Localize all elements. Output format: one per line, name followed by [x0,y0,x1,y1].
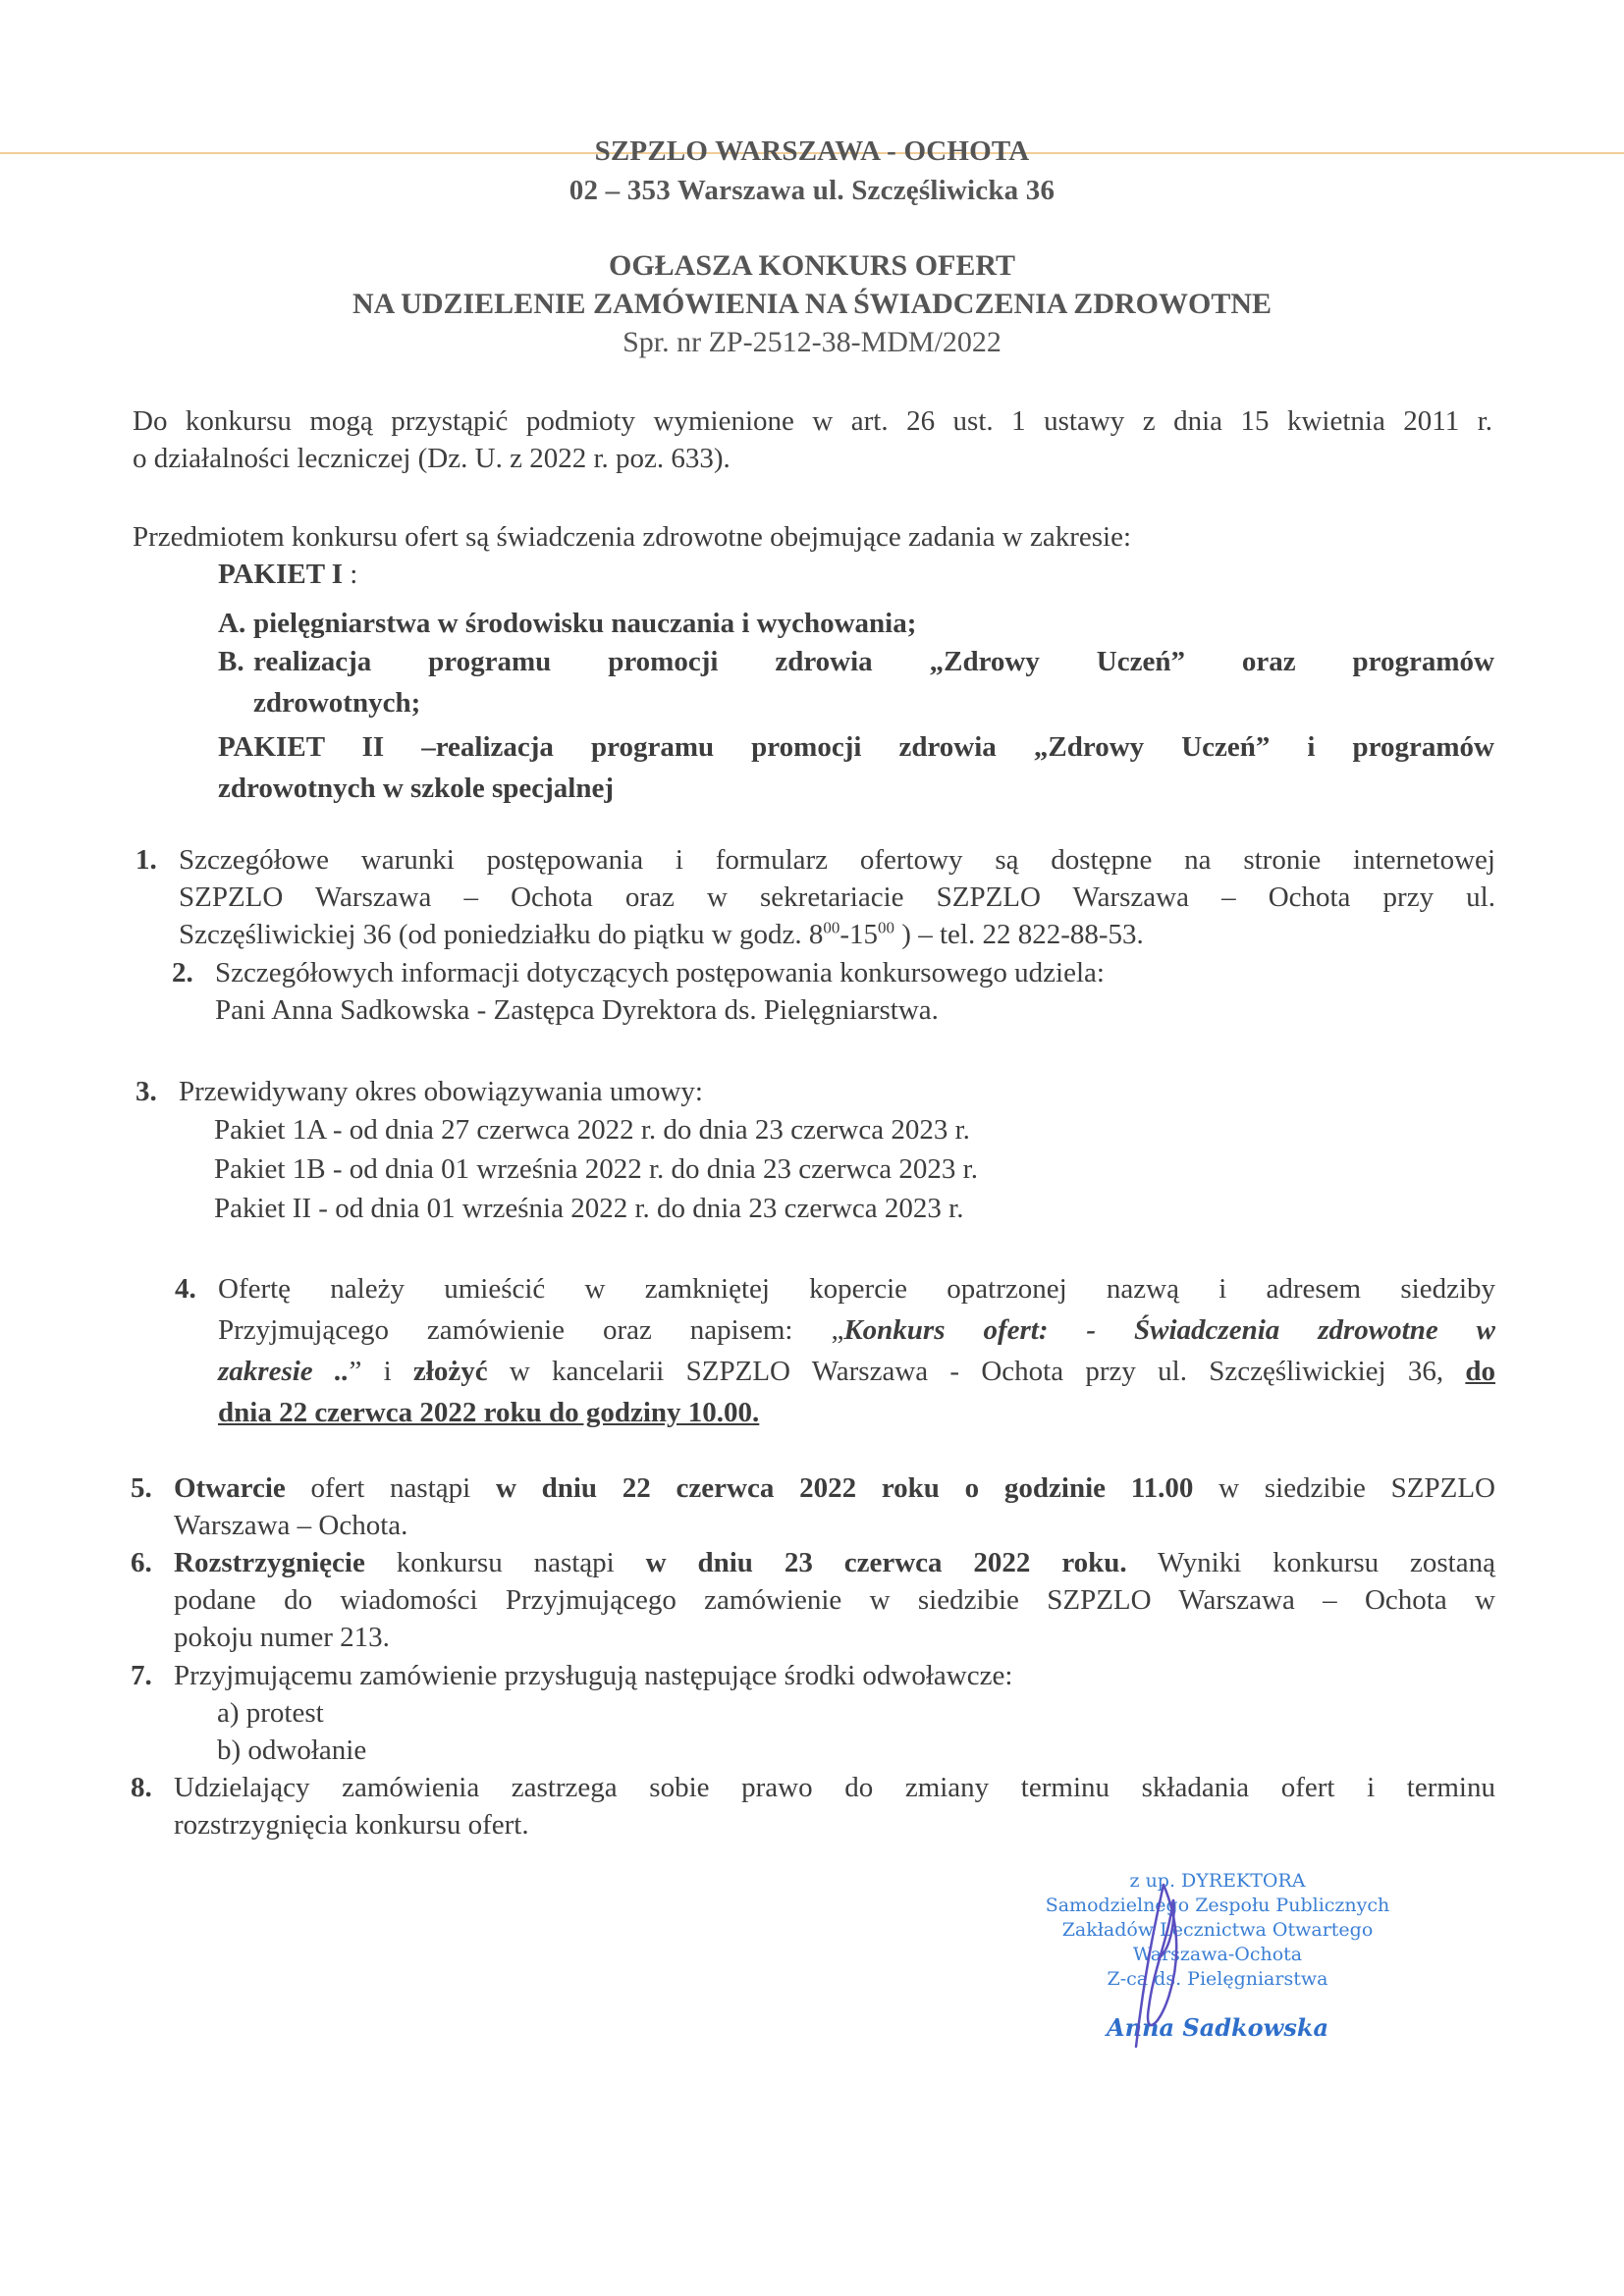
resolution-date: w dniu 23 czerwca 2022 roku. [645,1547,1127,1578]
item-8-line-1: Udzielający zamówienia zastrzega sobie prawo do zmiany terminu składania ofert i terminu [174,1772,1495,1803]
pakiet-1-item-b [218,643,1494,721]
item-1 [135,841,1495,953]
quote-close: ” i [349,1356,413,1387]
item-4-line-3 [175,1351,1495,1392]
item-4-line-2 [175,1309,1495,1351]
opening-label: Otwarcie [174,1472,286,1504]
item-b-line-2: zdrowotnych; [253,687,421,719]
superscript-00: 00 [878,918,895,937]
superscript-00: 00 [823,918,840,937]
submit-word: złożyć [412,1356,488,1387]
pakiet-1-item-a [218,605,1494,642]
item-4-number: 4. [175,1273,196,1305]
remedy-protest: a) protest [217,1697,324,1729]
remedy-appeal: b) odwołanie [217,1735,367,1766]
stamp-line-2: Samodzielnego Zespołu Publicznych [1045,1895,1390,1916]
pakiet-2-line-1: PAKIET II –realizacja programu promocji zdrowia „Zdrowy Uczeń” i programów [218,731,1494,763]
organization-address: 02 – 353 Warszawa ul. Szczęśliwicka 36 [568,175,1056,206]
item-2-number: 2. [172,957,193,988]
item-6-text: konkursu nastąpi [364,1547,646,1578]
item-1-hours-end: -15 [839,919,879,950]
deadline-start: do [1465,1356,1495,1387]
item-6-results: Wyniki konkursu zostaną [1126,1547,1495,1578]
item-7-number: 7. [131,1660,152,1691]
item-2 [172,954,1448,1029]
pakiet-2-line-2: zdrowotnych w szkole specjalnej [218,773,615,804]
stamp-signature-name: Anna Sadkowska [1106,2013,1329,2042]
pakiet-1-heading [218,556,357,593]
item-1-line-3 [135,916,1495,953]
item-4-line-1: Ofertę należy umieścić w zamkniętej kopercie opatrzonej nazwą i adresem siedziby [218,1273,1495,1305]
announcement-subtitle: NA UDZIELENIE ZAMÓWIENIA NA ŚWIADCZENIA ZDROWOTNE [352,288,1272,320]
item-1-line-2: SZPZLO Warszawa – Ochota oraz w sekretariacie SZPZLO Warszawa – Ochota przy ul. [179,881,1495,913]
item-2-line-2: Pani Anna Sadkowska - Zastępca Dyrektora ds. Pielęgniarstwa. [215,994,939,1026]
resolution-label: Rozstrzygnięcie [174,1547,365,1578]
item-5-number: 5. [131,1472,152,1504]
item-1-phone: ) – tel. 22 822-88-53. [894,919,1144,950]
item-3-number: 3. [135,1076,157,1107]
item-5-location: w siedzibie SZPZLO [1193,1472,1496,1504]
item-6-line-3: pokoju numer 213. [174,1622,390,1653]
envelope-label-end: zakresie .. [218,1356,350,1387]
intro-line-2: o działalności leczniczej (Dz. U. z 2022 r. poz. 633). [133,443,731,474]
subject-lead: Przedmiotem konkursu ofert są świadczenia zdrowotne obejmujące zadania w zakresie: [133,521,1132,553]
item-6-line-2: podane do wiadomości Przyjmującego zamówienie w siedzibie SZPZLO Warszawa – Ochota w [174,1584,1495,1616]
pakiet-2 [218,728,1494,807]
item-1-hours-start: Szczęśliwickiej 36 (od poniedziałku do piątku w godz. 8 [179,919,824,950]
item-8-line-2: rozstrzygnięcia konkursu ofert. [174,1809,529,1841]
period-pakiet-2: Pakiet II - od dnia 01 września 2022 r. do dnia 23 czerwca 2023 r. [214,1193,964,1224]
official-stamp [1041,1869,1394,2040]
submission-deadline: dnia 22 czerwca 2022 roku do godziny 10.00. [218,1397,760,1428]
item-b-line-1: realizacja programu promocji zdrowia „Zdrowy Uczeń” oraz programów [253,646,1494,677]
period-pakiet-1b: Pakiet 1B - od dnia 01 września 2022 r. do dnia 23 czerwca 2023 r. [214,1153,978,1185]
stamp-line-3: Zakładów Lecznictwa Otwartego [1061,1919,1374,1941]
item-6-number: 6. [131,1547,152,1578]
case-number: Spr. nr ZP-2512-38-MDM/2022 [623,326,1001,358]
item-1-number: 1. [135,844,157,876]
item-5-line-2: Warszawa – Ochota. [174,1510,408,1541]
stamp-line-4: Warszawa-Ochota [1132,1944,1303,1965]
intro-line-1: Do konkursu mogą przystąpić podmioty wymienione w art. 26 ust. 1 ustawy z dnia 15 kwietnia 2011 r. [133,405,1492,437]
item-1-line-1: Szczegółowe warunki postępowania i formularz ofertowy są dostępne na stronie internetowej [179,844,1495,876]
item-2-line-1: Szczegółowych informacji dotyczących postępowania konkursowego udziela: [215,957,1105,988]
stamp-line-1: z up. DYREKTORA [1129,1870,1306,1892]
item-5-line-1 [174,1469,1495,1507]
announcement-title: OGŁASZA KONKURS OFERT [608,249,1016,282]
item-4-address: w kancelarii SZPZLO Warszawa - Ochota przy ul. Szczęśliwickiej 36, [487,1356,1466,1387]
item-5-text: ofert nastąpi [285,1472,496,1504]
handwritten-signature-icon [1124,1880,1193,2052]
item-6 [131,1544,1495,1656]
item-a-text: pielęgniarstwa w środowisku nauczania i wychowania; [253,608,917,639]
item-8-number: 8. [131,1772,152,1803]
organization-name: SZPZLO WARSZAWA - OCHOTA [594,135,1030,167]
opening-date: w dniu 22 czerwca 2022 roku o godzinie 11.00 [495,1472,1194,1504]
item-3 [135,1073,1412,1228]
item-5 [131,1469,1495,1544]
item-7 [131,1657,1495,1769]
pakiet-1-colon: : [343,559,358,590]
envelope-label: Konkurs ofert: - Świadczenia zdrowotne w [843,1314,1495,1346]
pakiet-1-label: PAKIET I [218,559,344,590]
item-7-lead: Przyjmującemu zamówienie przysługują następujące środki odwoławcze: [174,1660,1013,1691]
period-pakiet-1a: Pakiet 1A - od dnia 27 czerwca 2022 r. do dnia 23 czerwca 2023 r. [214,1114,970,1146]
item-a-letter: A. [218,608,246,639]
stamp-line-5: Z-ca ds. Pielęgniarstwa [1107,1968,1328,1990]
intro-paragraph [133,402,1492,477]
item-8 [131,1769,1495,1843]
item-4 [175,1268,1495,1433]
item-6-line-1 [174,1544,1495,1581]
item-3-lead: Przewidywany okres obowiązywania umowy: [179,1076,703,1107]
item-4-text: Przyjmującego zamówienie oraz napisem: „ [218,1314,844,1346]
item-b-letter: B. [218,646,244,677]
